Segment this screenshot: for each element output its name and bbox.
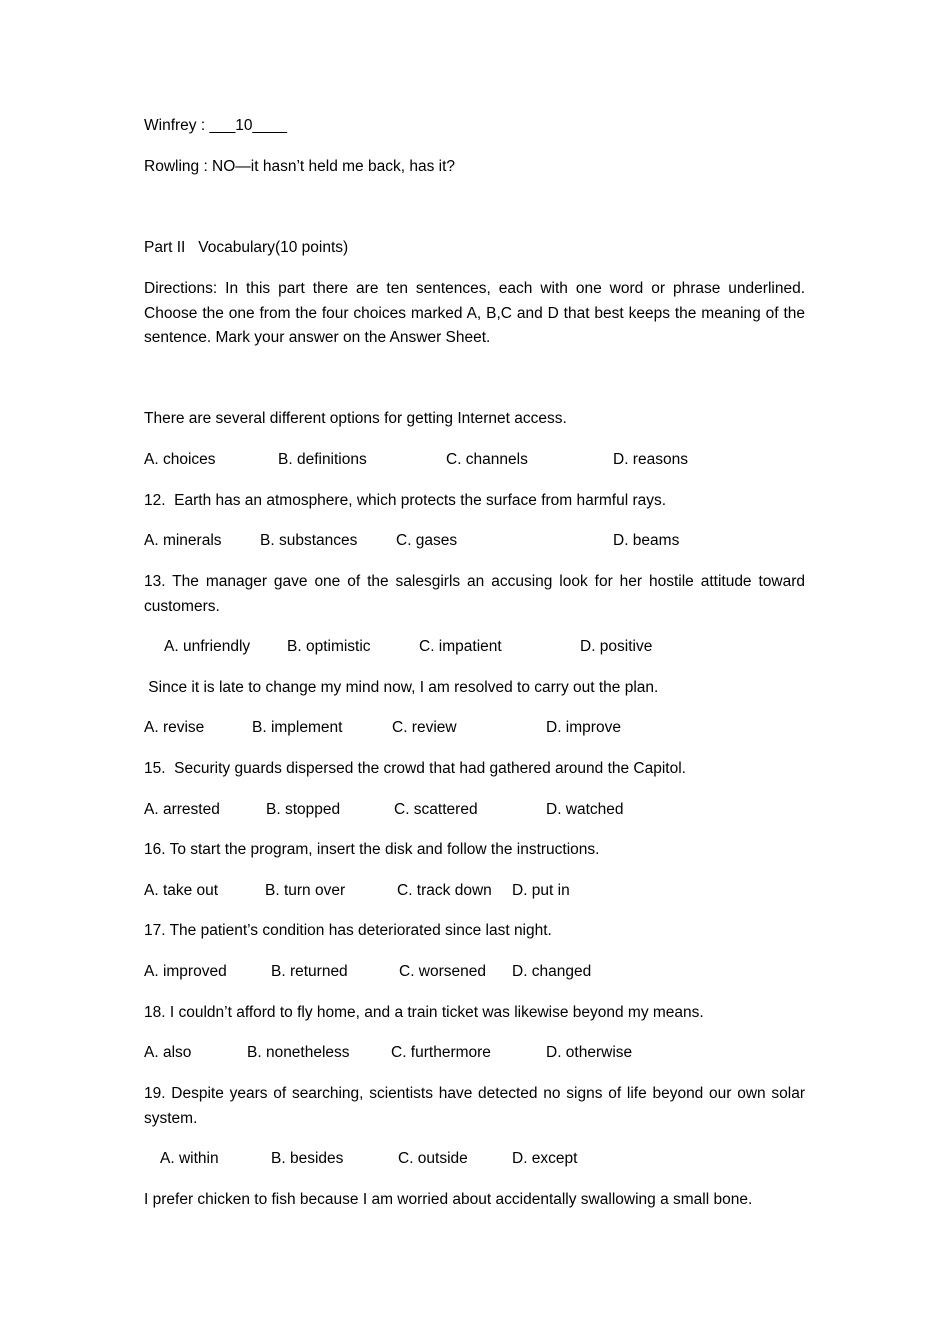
option-b: B. implement: [252, 719, 343, 736]
option-b: B. substances: [260, 532, 358, 549]
option-b: B. turn over: [265, 882, 346, 899]
option-c: C. worsened: [399, 963, 487, 980]
option-a: A. arrested: [144, 801, 220, 818]
option-c: C. gases: [396, 532, 458, 549]
option-a: A. minerals: [144, 532, 222, 549]
question-stem: 16. To start the program, insert the disk and follow the instructions.: [144, 841, 600, 858]
option-d: D. beams: [613, 532, 680, 549]
option-d: D. watched: [546, 801, 624, 818]
question-stem: 13. The manager gave one of the salesgirls an accusing look for her hostile attitude toward customers.: [144, 573, 805, 615]
dialogue-winfrey: Winfrey : ___10____: [144, 117, 288, 134]
question-stem: 18. I couldn’t afford to fly home, and a train ticket was likewise beyond my means.: [144, 1004, 704, 1021]
option-b: B. returned: [271, 963, 348, 980]
option-c: C. impatient: [419, 638, 502, 655]
option-d: D. put in: [512, 882, 570, 899]
option-c: C. outside: [398, 1150, 468, 1167]
question-stem: 17. The patient’s condition has deteriorated since last night.: [144, 922, 552, 939]
option-c: C. furthermore: [391, 1044, 491, 1061]
option-a: A. also: [144, 1044, 192, 1061]
option-c: C. track down: [397, 882, 492, 899]
option-b: B. nonetheless: [247, 1044, 350, 1061]
section-directions: Directions: In this part there are ten sentences, each with one word or phrase underlined. Choose the one from the four choices marked A, B,C and D that best keeps the meaning of the sentence. Mark your answer on the Answer Sheet.: [144, 280, 805, 346]
option-c: C. scattered: [394, 801, 478, 818]
question-stem: I prefer chicken to fish because I am worried about accidentally swallowing a small bone.: [144, 1191, 753, 1208]
option-b: B. besides: [271, 1150, 344, 1167]
option-d: D. improve: [546, 719, 621, 736]
option-c: C. review: [392, 719, 457, 736]
option-b: B. optimistic: [287, 638, 371, 655]
option-d: D. otherwise: [546, 1044, 633, 1061]
option-a: A. revise: [144, 719, 205, 736]
option-d: D. except: [512, 1150, 578, 1167]
option-d: D. positive: [580, 638, 653, 655]
option-b: B. stopped: [266, 801, 341, 818]
dialogue-rowling: Rowling : NO—it hasn’t held me back, has it?: [144, 158, 455, 175]
option-a: A. unfriendly: [164, 638, 251, 655]
option-b: B. definitions: [278, 451, 367, 468]
section-heading: Part II Vocabulary(10 points): [144, 239, 349, 256]
question-stem: 15. Security guards dispersed the crowd that had gathered around the Capitol.: [144, 760, 686, 777]
option-d: D. reasons: [613, 451, 688, 468]
question-stem: Since it is late to change my mind now, I am resolved to carry out the plan.: [144, 679, 659, 696]
option-a: A. improved: [144, 963, 227, 980]
question-stem: 12. Earth has an atmosphere, which protects the surface from harmful rays.: [144, 492, 667, 509]
option-a: A. within: [160, 1150, 219, 1167]
question-stem: There are several different options for getting Internet access.: [144, 410, 567, 427]
option-a: A. take out: [144, 882, 219, 899]
option-a: A. choices: [144, 451, 216, 468]
question-stem: 19. Despite years of searching, scientists have detected no signs of life beyond our own solar system.: [144, 1085, 805, 1127]
option-d: D. changed: [512, 963, 592, 980]
option-c: C. channels: [446, 451, 528, 468]
